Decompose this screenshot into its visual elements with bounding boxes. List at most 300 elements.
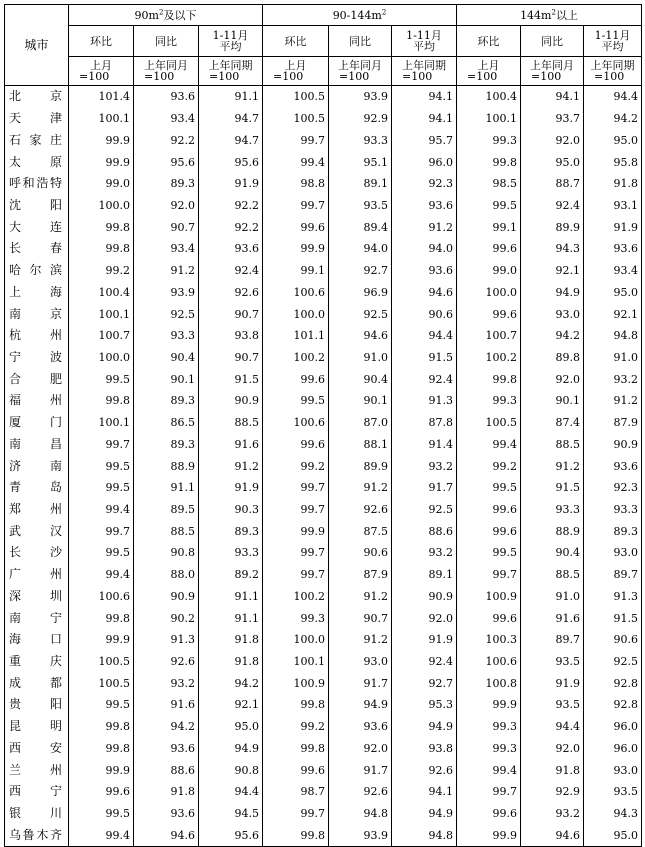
city-name: 兰州 [5, 759, 69, 781]
city-name: 成都 [5, 672, 69, 694]
index-value: 94.2 [199, 672, 263, 694]
city-name: 宁波 [5, 347, 69, 369]
index-value: 92.9 [521, 781, 584, 803]
index-value: 99.9 [69, 151, 134, 173]
index-value: 88.5 [199, 412, 263, 434]
table-row [5, 325, 642, 347]
index-value: 99.9 [263, 238, 329, 260]
index-value: 91.2 [329, 477, 392, 499]
index-value: 94.4 [521, 716, 584, 738]
index-value: 88.5 [134, 520, 199, 542]
table-row [5, 281, 642, 303]
index-value: 91.7 [329, 759, 392, 781]
table-row [5, 499, 642, 521]
index-value: 99.0 [457, 260, 521, 282]
city-name: 济南 [5, 455, 69, 477]
city-name: 重庆 [5, 651, 69, 673]
index-value: 94.2 [134, 716, 199, 738]
index-value: 100.4 [69, 281, 134, 303]
index-value: 94.8 [392, 824, 457, 846]
index-value: 93.2 [392, 542, 457, 564]
index-value: 94.0 [392, 238, 457, 260]
index-value: 92.6 [134, 651, 199, 673]
index-value: 93.3 [199, 542, 263, 564]
index-value: 99.8 [69, 607, 134, 629]
index-value: 93.5 [584, 781, 642, 803]
index-value: 92.5 [584, 651, 642, 673]
index-value: 91.3 [392, 390, 457, 412]
index-value: 89.9 [329, 455, 392, 477]
index-value: 88.0 [134, 564, 199, 586]
index-value: 95.6 [199, 151, 263, 173]
index-value: 99.5 [457, 542, 521, 564]
index-value: 94.6 [329, 325, 392, 347]
index-value: 88.7 [521, 173, 584, 195]
index-value: 95.8 [584, 151, 642, 173]
index-value: 99.8 [457, 151, 521, 173]
index-value: 91.9 [199, 173, 263, 195]
index-value: 93.6 [329, 716, 392, 738]
yoy-header: 同比 [329, 26, 392, 57]
index-value: 99.9 [69, 629, 134, 651]
index-value: 99.7 [263, 803, 329, 825]
index-value: 90.7 [134, 216, 199, 238]
index-value: 99.5 [69, 694, 134, 716]
index-value: 93.6 [584, 455, 642, 477]
city-name: 哈尔滨 [5, 260, 69, 282]
index-value: 91.0 [521, 586, 584, 608]
index-value: 88.9 [521, 520, 584, 542]
table-row [5, 824, 642, 846]
index-value: 93.3 [134, 325, 199, 347]
index-value: 92.4 [392, 368, 457, 390]
city-name: 西安 [5, 738, 69, 760]
city-name: 沈阳 [5, 195, 69, 217]
index-value: 99.9 [457, 694, 521, 716]
index-value: 100.7 [457, 325, 521, 347]
index-value: 92.4 [392, 651, 457, 673]
table-row [5, 86, 642, 108]
index-value: 91.0 [584, 347, 642, 369]
index-value: 92.0 [521, 129, 584, 151]
index-value: 91.2 [329, 629, 392, 651]
city-column-header: 城市 [5, 5, 69, 86]
base-yoy-header: 上年同月 =100 [134, 57, 199, 86]
index-value: 95.0 [584, 281, 642, 303]
index-value: 93.0 [329, 651, 392, 673]
index-value: 99.7 [263, 564, 329, 586]
group-header-small: $90m^2$及以下 [69, 5, 263, 26]
index-value: 99.5 [69, 477, 134, 499]
index-value: 91.1 [134, 477, 199, 499]
city-name: 呼和浩特 [5, 173, 69, 195]
index-value: 90.9 [392, 586, 457, 608]
index-value: 93.6 [392, 260, 457, 282]
index-value: 89.8 [521, 347, 584, 369]
index-value: 94.1 [392, 86, 457, 108]
index-value: 99.8 [69, 216, 134, 238]
index-value: 90.2 [134, 607, 199, 629]
base-mom-header: 上月 =100 [69, 57, 134, 86]
index-value: 99.6 [457, 499, 521, 521]
table-row [5, 129, 642, 151]
index-value: 91.1 [199, 86, 263, 108]
index-value: 94.6 [392, 281, 457, 303]
city-name: 天津 [5, 108, 69, 130]
index-value: 100.5 [263, 108, 329, 130]
index-value: 87.9 [329, 564, 392, 586]
index-value: 91.8 [199, 629, 263, 651]
index-value: 94.0 [329, 238, 392, 260]
index-value: 99.7 [69, 434, 134, 456]
index-value: 95.0 [199, 716, 263, 738]
index-value: 95.1 [329, 151, 392, 173]
index-value: 93.8 [392, 738, 457, 760]
base-mom-header: 上月 =100 [457, 57, 521, 86]
index-value: 99.6 [457, 607, 521, 629]
city-name: 南京 [5, 303, 69, 325]
city-name: 北京 [5, 86, 69, 108]
index-value: 100.0 [263, 303, 329, 325]
city-name: 青岛 [5, 477, 69, 499]
index-value: 92.0 [392, 607, 457, 629]
index-value: 91.2 [584, 390, 642, 412]
table-row [5, 477, 642, 499]
index-value: 91.5 [392, 347, 457, 369]
index-value: 94.8 [329, 803, 392, 825]
index-value: 88.5 [521, 564, 584, 586]
index-value: 99.6 [263, 434, 329, 456]
city-name: 长春 [5, 238, 69, 260]
index-value: 99.4 [69, 564, 134, 586]
index-value: 89.5 [134, 499, 199, 521]
index-value: 99.3 [457, 738, 521, 760]
base-avg-header: 上年同期 =100 [584, 57, 642, 86]
index-value: 92.6 [329, 781, 392, 803]
index-value: 99.6 [263, 216, 329, 238]
table-row [5, 195, 642, 217]
index-value: 99.8 [69, 390, 134, 412]
index-value: 87.4 [521, 412, 584, 434]
index-value: 101.4 [69, 86, 134, 108]
index-value: 92.7 [329, 260, 392, 282]
index-value: 94.7 [199, 108, 263, 130]
index-value: 99.5 [263, 390, 329, 412]
index-value: 93.0 [521, 303, 584, 325]
index-value: 91.9 [521, 672, 584, 694]
index-value: 100.2 [457, 347, 521, 369]
index-value: 100.5 [457, 412, 521, 434]
index-value: 92.5 [329, 303, 392, 325]
index-value: 91.9 [199, 477, 263, 499]
index-value: 88.1 [329, 434, 392, 456]
index-value: 95.3 [392, 694, 457, 716]
table-row [5, 629, 642, 651]
index-value: 94.8 [584, 325, 642, 347]
index-value: 89.3 [134, 390, 199, 412]
index-value: 88.6 [134, 759, 199, 781]
table-row [5, 672, 642, 694]
index-value: 91.2 [392, 216, 457, 238]
index-value: 99.3 [457, 129, 521, 151]
index-value: 94.7 [199, 129, 263, 151]
index-value: 100.5 [69, 672, 134, 694]
index-value: 94.3 [584, 803, 642, 825]
index-value: 99.4 [69, 499, 134, 521]
city-name: 贵阳 [5, 694, 69, 716]
table-row [5, 368, 642, 390]
table-row [5, 238, 642, 260]
index-value: 100.6 [457, 651, 521, 673]
index-value: 91.2 [521, 455, 584, 477]
index-value: 95.0 [584, 129, 642, 151]
index-value: 99.5 [69, 455, 134, 477]
index-value: 99.9 [457, 824, 521, 846]
index-value: 100.1 [457, 108, 521, 130]
table-row [5, 716, 642, 738]
city-name: 长沙 [5, 542, 69, 564]
index-value: 93.2 [521, 803, 584, 825]
index-value: 92.5 [134, 303, 199, 325]
index-value: 90.6 [392, 303, 457, 325]
index-value: 91.7 [329, 672, 392, 694]
index-value: 93.2 [134, 672, 199, 694]
index-value: 91.3 [134, 629, 199, 651]
index-value: 95.6 [199, 824, 263, 846]
index-value: 89.3 [584, 520, 642, 542]
index-value: 91.1 [199, 586, 263, 608]
index-value: 93.5 [521, 651, 584, 673]
table-row [5, 260, 642, 282]
index-value: 90.8 [199, 759, 263, 781]
index-value: 99.6 [457, 520, 521, 542]
index-value: 99.7 [263, 542, 329, 564]
avg-header: 1-11月 平均 [199, 26, 263, 57]
index-value: 100.6 [69, 586, 134, 608]
index-value: 99.1 [457, 216, 521, 238]
index-value: 99.2 [457, 455, 521, 477]
index-value: 93.2 [584, 368, 642, 390]
index-value: 94.9 [392, 716, 457, 738]
index-value: 91.0 [329, 347, 392, 369]
index-value: 99.3 [457, 390, 521, 412]
index-value: 96.0 [392, 151, 457, 173]
index-value: 90.9 [134, 586, 199, 608]
index-value: 90.7 [199, 347, 263, 369]
index-value: 100.0 [457, 281, 521, 303]
index-value: 99.2 [263, 455, 329, 477]
index-value: 94.6 [134, 824, 199, 846]
index-value: 99.6 [457, 803, 521, 825]
index-value: 99.9 [69, 759, 134, 781]
index-value: 91.5 [199, 368, 263, 390]
index-value: 94.4 [199, 781, 263, 803]
index-value: 92.1 [521, 260, 584, 282]
index-value: 89.1 [329, 173, 392, 195]
index-value: 99.8 [69, 238, 134, 260]
table-row [5, 390, 642, 412]
city-name: 西宁 [5, 781, 69, 803]
index-value: 93.3 [584, 499, 642, 521]
index-value: 99.4 [457, 434, 521, 456]
price-index-table [4, 4, 642, 847]
index-value: 90.1 [329, 390, 392, 412]
city-name: 深圳 [5, 586, 69, 608]
table-row [5, 803, 642, 825]
index-value: 99.7 [457, 781, 521, 803]
city-name: 杭州 [5, 325, 69, 347]
table-row [5, 564, 642, 586]
city-name: 石家庄 [5, 129, 69, 151]
index-value: 99.7 [263, 195, 329, 217]
index-value: 91.8 [134, 781, 199, 803]
table-row [5, 455, 642, 477]
index-value: 92.0 [521, 738, 584, 760]
index-value: 91.5 [584, 607, 642, 629]
index-value: 94.1 [392, 108, 457, 130]
index-value: 90.1 [134, 368, 199, 390]
group-header-large: $144m^2$以上 [457, 5, 642, 26]
index-value: 100.9 [457, 586, 521, 608]
index-value: 92.8 [584, 672, 642, 694]
index-value: 92.1 [199, 694, 263, 716]
index-value: 94.3 [521, 238, 584, 260]
index-value: 93.9 [134, 281, 199, 303]
index-value: 93.2 [392, 455, 457, 477]
index-value: 92.0 [134, 195, 199, 217]
city-name: 银川 [5, 803, 69, 825]
index-value: 87.9 [584, 412, 642, 434]
index-value: 100.5 [69, 651, 134, 673]
city-name: 上海 [5, 281, 69, 303]
index-value: 99.5 [69, 368, 134, 390]
index-value: 92.9 [329, 108, 392, 130]
index-value: 93.9 [329, 824, 392, 846]
index-value: 91.6 [521, 607, 584, 629]
index-value: 100.1 [69, 303, 134, 325]
index-value: 99.6 [263, 368, 329, 390]
index-value: 91.2 [329, 586, 392, 608]
index-value: 99.8 [457, 368, 521, 390]
index-value: 91.9 [584, 216, 642, 238]
index-value: 94.6 [521, 824, 584, 846]
index-value: 89.3 [134, 434, 199, 456]
table-row [5, 738, 642, 760]
index-value: 99.6 [263, 759, 329, 781]
index-value: 99.7 [263, 129, 329, 151]
index-value: 99.7 [263, 477, 329, 499]
index-value: 100.7 [69, 325, 134, 347]
index-value: 91.9 [392, 629, 457, 651]
index-value: 94.2 [521, 325, 584, 347]
index-value: 93.0 [584, 759, 642, 781]
index-value: 91.8 [521, 759, 584, 781]
city-name: 福州 [5, 390, 69, 412]
index-value: 100.8 [457, 672, 521, 694]
index-value: 99.2 [69, 260, 134, 282]
index-value: 93.3 [329, 129, 392, 151]
index-value: 91.2 [134, 260, 199, 282]
index-value: 99.5 [69, 542, 134, 564]
index-value: 92.6 [199, 281, 263, 303]
index-value: 88.9 [134, 455, 199, 477]
city-name: 太原 [5, 151, 69, 173]
index-value: 95.0 [521, 151, 584, 173]
index-value: 91.4 [392, 434, 457, 456]
table-row [5, 303, 642, 325]
group-header-medium: $90-144m^2$ [263, 5, 457, 26]
index-value: 94.4 [392, 325, 457, 347]
city-name: 海口 [5, 629, 69, 651]
index-value: 94.9 [329, 694, 392, 716]
index-value: 90.4 [134, 347, 199, 369]
index-value: 98.7 [263, 781, 329, 803]
index-value: 99.7 [69, 520, 134, 542]
index-value: 93.8 [199, 325, 263, 347]
index-value: 99.5 [457, 195, 521, 217]
index-value: 91.8 [584, 173, 642, 195]
index-value: 100.1 [69, 412, 134, 434]
index-value: 95.6 [134, 151, 199, 173]
index-value: 96.0 [584, 716, 642, 738]
index-value: 94.9 [392, 803, 457, 825]
index-value: 89.3 [134, 173, 199, 195]
base-avg-header: 上年同期 =100 [392, 57, 457, 86]
index-value: 87.8 [392, 412, 457, 434]
index-value: 99.7 [457, 564, 521, 586]
index-value: 101.1 [263, 325, 329, 347]
index-value: 89.4 [329, 216, 392, 238]
table-row [5, 759, 642, 781]
index-value: 94.9 [521, 281, 584, 303]
index-value: 99.8 [69, 738, 134, 760]
index-value: 92.0 [329, 738, 392, 760]
index-value: 91.7 [392, 477, 457, 499]
index-value: 92.1 [584, 303, 642, 325]
city-name: 合肥 [5, 368, 69, 390]
index-value: 93.5 [329, 195, 392, 217]
index-value: 96.9 [329, 281, 392, 303]
index-value: 100.6 [263, 412, 329, 434]
index-value: 99.8 [69, 716, 134, 738]
index-value: 88.5 [521, 434, 584, 456]
index-value: 90.3 [199, 499, 263, 521]
index-value: 99.6 [457, 238, 521, 260]
index-value: 91.5 [521, 477, 584, 499]
index-value: 90.6 [584, 629, 642, 651]
index-value: 99.6 [457, 303, 521, 325]
index-value: 93.9 [329, 86, 392, 108]
index-value: 94.4 [584, 86, 642, 108]
index-value: 92.6 [392, 759, 457, 781]
index-value: 99.9 [263, 520, 329, 542]
index-value: 90.7 [199, 303, 263, 325]
base-yoy-header: 上年同月 =100 [329, 57, 392, 86]
index-value: 100.9 [263, 672, 329, 694]
index-value: 86.5 [134, 412, 199, 434]
index-value: 92.4 [199, 260, 263, 282]
index-value: 93.6 [134, 738, 199, 760]
yoy-header: 同比 [521, 26, 584, 57]
index-value: 99.8 [263, 824, 329, 846]
index-value: 92.2 [134, 129, 199, 151]
city-name: 广州 [5, 564, 69, 586]
index-value: 94.1 [392, 781, 457, 803]
index-value: 100.1 [263, 651, 329, 673]
index-value: 91.1 [199, 607, 263, 629]
index-value: 92.6 [329, 499, 392, 521]
table-row [5, 542, 642, 564]
